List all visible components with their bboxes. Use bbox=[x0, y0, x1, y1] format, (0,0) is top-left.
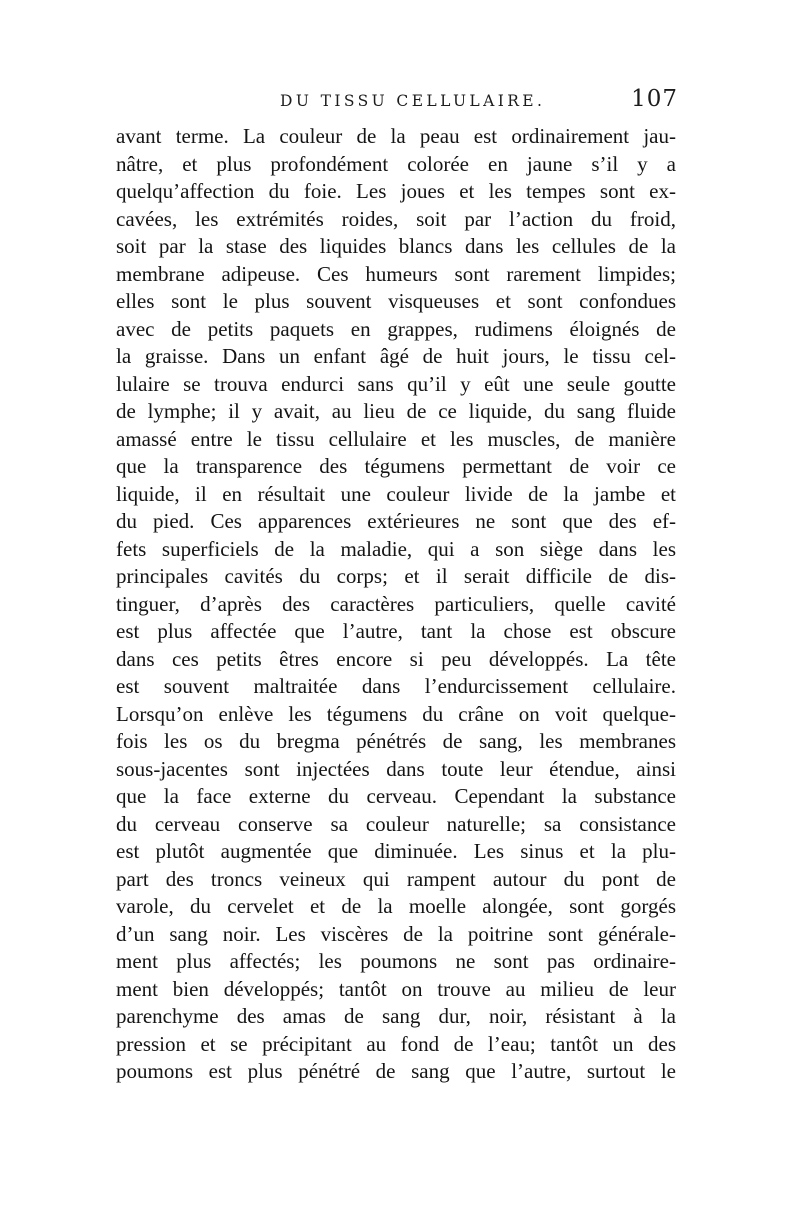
text-line: dans ces petits êtres encore si peu développés. La tête bbox=[116, 646, 676, 671]
text-line: liquide, il en résultait une couleur livide de la jambe et bbox=[116, 481, 676, 506]
text-line: est plus affectée que l’autre, tant la chose est obscure bbox=[116, 619, 676, 643]
text-line: Lorsqu’on enlève les tégumens du crâne on voit quelque- bbox=[116, 701, 676, 726]
text-line: ment bien développés; tantôt on trouve au milieu de leur bbox=[116, 976, 676, 1001]
running-title: DU TISSU CELLULAIRE. bbox=[280, 92, 546, 110]
text-line: avant terme. La couleur de la peau est ordinairement jau- bbox=[116, 124, 676, 148]
text-line: d’un sang noir. Les viscères de la poitrine sont générale- bbox=[116, 921, 676, 946]
text-line: amassé entre le tissu cellulaire et les muscles, de manière bbox=[116, 426, 676, 451]
text-line: lulaire se trouva endurci sans qu’il y eût une seule goutte bbox=[116, 371, 676, 396]
text-line: sous-jacentes sont injectées dans toute leur étendue, ainsi bbox=[116, 756, 676, 781]
text-line: fois les os du bregma pénétrés de sang, les membranes bbox=[116, 729, 676, 753]
text-line: de lymphe; il y avait, au lieu de ce liquide, du sang fluide bbox=[116, 399, 676, 423]
running-head bbox=[140, 86, 680, 116]
text-line: nâtre, et plus profondément colorée en jaune s’il y a bbox=[116, 151, 676, 176]
text-line: est souvent maltraitée dans l’endurcissement cellulaire. bbox=[116, 674, 676, 698]
page-number: 107 bbox=[631, 86, 678, 112]
text-line: principales cavités du corps; et il serait difficile de dis- bbox=[116, 564, 676, 588]
text-line: que la face externe du cerveau. Cependant la substance bbox=[116, 784, 676, 808]
text-line: est plutôt augmentée que diminuée. Les sinus et la plu- bbox=[116, 839, 676, 863]
text-line: elles sont le plus souvent visqueuses et sont confondues bbox=[116, 289, 676, 313]
text-line: la graisse. Dans un enfant âgé de huit jours, le tissu cel- bbox=[116, 344, 676, 368]
text-line: du pied. Ces apparences extérieures ne sont que des ef- bbox=[116, 509, 676, 533]
body-text bbox=[116, 123, 676, 1086]
text-line: cavées, les extrémités roides, soit par l’action du froid, bbox=[116, 206, 676, 231]
text-line: parenchyme des amas de sang dur, noir, résistant à la bbox=[116, 1004, 676, 1028]
text-line: quelqu’affection du foie. Les joues et les tempes sont ex- bbox=[116, 179, 676, 203]
text-line: que la transparence des tégumens permettant de voir ce bbox=[116, 454, 676, 478]
text-line: tinguer, d’après des caractères particuliers, quelle cavité bbox=[116, 591, 676, 616]
text-line: pression et se précipitant au fond de l’eau; tantôt un des bbox=[116, 1031, 676, 1056]
text-line: soit par la stase des liquides blancs dans les cellules de la bbox=[116, 234, 676, 258]
text-line: fets superficiels de la maladie, qui a son siège dans les bbox=[116, 536, 676, 561]
text-line: du cerveau conserve sa couleur naturelle; sa consistance bbox=[116, 811, 676, 836]
text-line: poumons est plus pénétré de sang que l’autre, surtout le bbox=[116, 1059, 676, 1083]
text-line: membrane adipeuse. Ces humeurs sont rarement limpides; bbox=[116, 261, 676, 286]
text-line: part des troncs veineux qui rampent autour du pont de bbox=[116, 866, 676, 891]
text-line: varole, du cervelet et de la moelle alongée, sont gorgés bbox=[116, 894, 676, 918]
text-line: ment plus affectés; les poumons ne sont pas ordinaire- bbox=[116, 949, 676, 973]
text-line: avec de petits paquets en grappes, rudimens éloignés de bbox=[116, 316, 676, 341]
